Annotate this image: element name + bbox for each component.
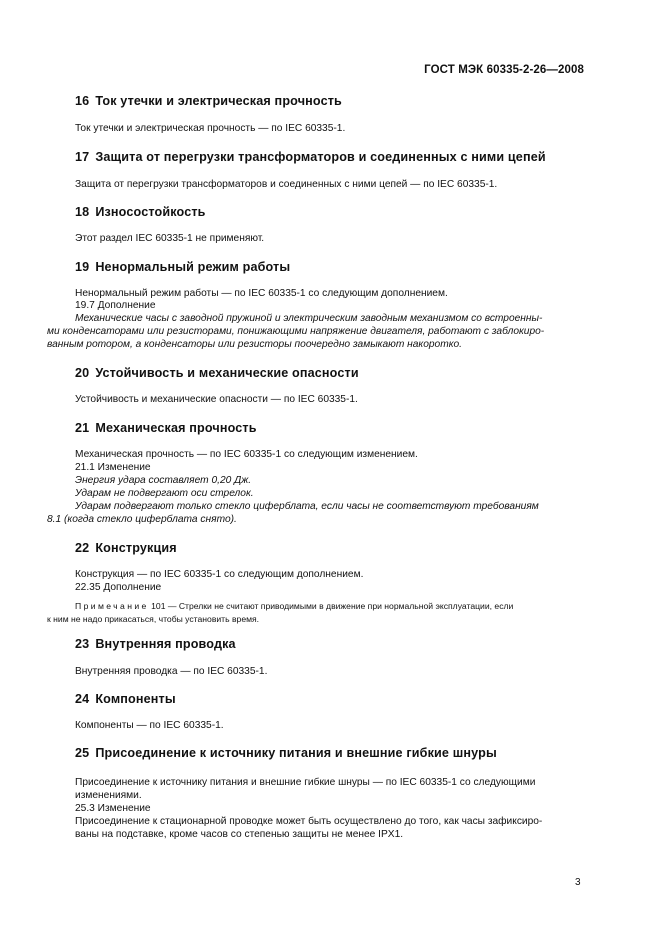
section-16-text: Ток утечки и электрическая прочность — по IEC 60335-1. (75, 123, 346, 134)
section-22-heading (75, 541, 177, 555)
section-17-heading (75, 150, 546, 164)
note-label: Примечание (75, 601, 149, 611)
section-title: Конструкция (95, 541, 177, 555)
section-23-heading (75, 637, 236, 651)
section-18-heading (75, 205, 206, 219)
section-25-text-cont: изменениями. (75, 790, 142, 801)
section-title: Устойчивость и механические опасности (95, 366, 359, 380)
section-20-heading (75, 366, 359, 380)
body-text-line: Присоединение к стационарной проводке может быть осуществлено до того, как часы зафиксиро- (75, 816, 543, 827)
subclause-22-35: 22.35 Дополнение (75, 582, 162, 593)
section-18-text: Этот раздел IEC 60335-1 не применяют. (75, 233, 265, 244)
section-number: 18 (75, 205, 90, 219)
note-line (75, 599, 513, 613)
section-25-heading (75, 746, 497, 760)
section-title: Механическая прочность (95, 421, 257, 435)
section-22-text: Конструкция — по IEC 60335-1 со следующим дополнением. (75, 569, 364, 580)
subclause-19-7: 19.7 Дополнение (75, 300, 156, 311)
section-16-heading (75, 94, 342, 108)
body-text-line: ваны на подставке, кроме часов со степенью защиты не менее IPX1. (75, 829, 404, 840)
section-21-heading (75, 421, 257, 435)
section-title: Ненормальный режим работы (95, 260, 291, 274)
section-title: Ток утечки и электрическая прочность (95, 94, 342, 108)
section-21-text: Механическая прочность — по IEC 60335-1 со следующим изменением. (75, 449, 418, 460)
italic-text-line: ми конденсаторами или резисторами, понижающими напряжение двигателя, работают с заблокиро- (47, 326, 545, 337)
subclause-25-3: 25.3 Изменение (75, 803, 151, 814)
section-title: Защита от перегрузки трансформаторов и соединенных с ними цепей (95, 150, 546, 164)
section-number: 23 (75, 637, 90, 651)
section-title: Компоненты (95, 692, 176, 706)
section-24-text: Компоненты — по IEC 60335-1. (75, 720, 224, 731)
section-19-text: Ненормальный режим работы — по IEC 60335-1 со следующим дополнением. (75, 288, 448, 299)
italic-text-line: ванным ротором, а конденсаторы или резисторы поочередно замыкают накоротко. (47, 339, 463, 350)
section-title: Внутренняя проводка (95, 637, 236, 651)
section-title: Износостойкость (95, 205, 206, 219)
section-number: 25 (75, 746, 90, 760)
standard-id-header: ГОСТ МЭК 60335-2-26—2008 (424, 64, 584, 76)
section-24-heading (75, 692, 176, 706)
section-title: Присоединение к источнику питания и внешние гибкие шнуры (95, 746, 497, 760)
section-25-text: Присоединение к источнику питания и внешние гибкие шнуры — по IEC 60335-1 со следующими (75, 777, 536, 788)
page-number: 3 (575, 877, 581, 888)
section-17-text: Защита от перегрузки трансформаторов и соединенных с ними цепей — по IEC 60335-1. (75, 179, 498, 190)
italic-text-line: Энергия удара составляет 0,20 Дж. (75, 475, 252, 486)
note-line: к ним не надо прикасаться, чтобы установить время. (47, 614, 260, 624)
section-20-text: Устойчивость и механические опасности — по IEC 60335-1. (75, 394, 358, 405)
italic-text-line: 8.1 (когда стекло циферблата снято). (47, 514, 237, 525)
section-number: 24 (75, 692, 90, 706)
section-23-text: Внутренняя проводка — по IEC 60335-1. (75, 666, 268, 677)
note-text: 101 — Стрелки не считают приводимыми в движение при нормальной эксплуатации, если (148, 601, 514, 611)
section-number: 20 (75, 366, 90, 380)
italic-text-line: Ударам не подвергают оси стрелок. (75, 488, 254, 499)
italic-text-line: Механические часы с заводной пружиной и электрическим заводным механизмом со встроенны- (75, 313, 543, 324)
section-number: 16 (75, 94, 90, 108)
italic-text-line: Ударам подвергают только стекло циферблата, если часы не соответствуют требованиям (75, 501, 539, 512)
section-number: 22 (75, 541, 90, 555)
section-number: 21 (75, 421, 90, 435)
section-19-heading (75, 260, 290, 274)
section-number: 17 (75, 150, 90, 164)
subclause-21-1: 21.1 Изменение (75, 462, 151, 473)
section-number: 19 (75, 260, 90, 274)
